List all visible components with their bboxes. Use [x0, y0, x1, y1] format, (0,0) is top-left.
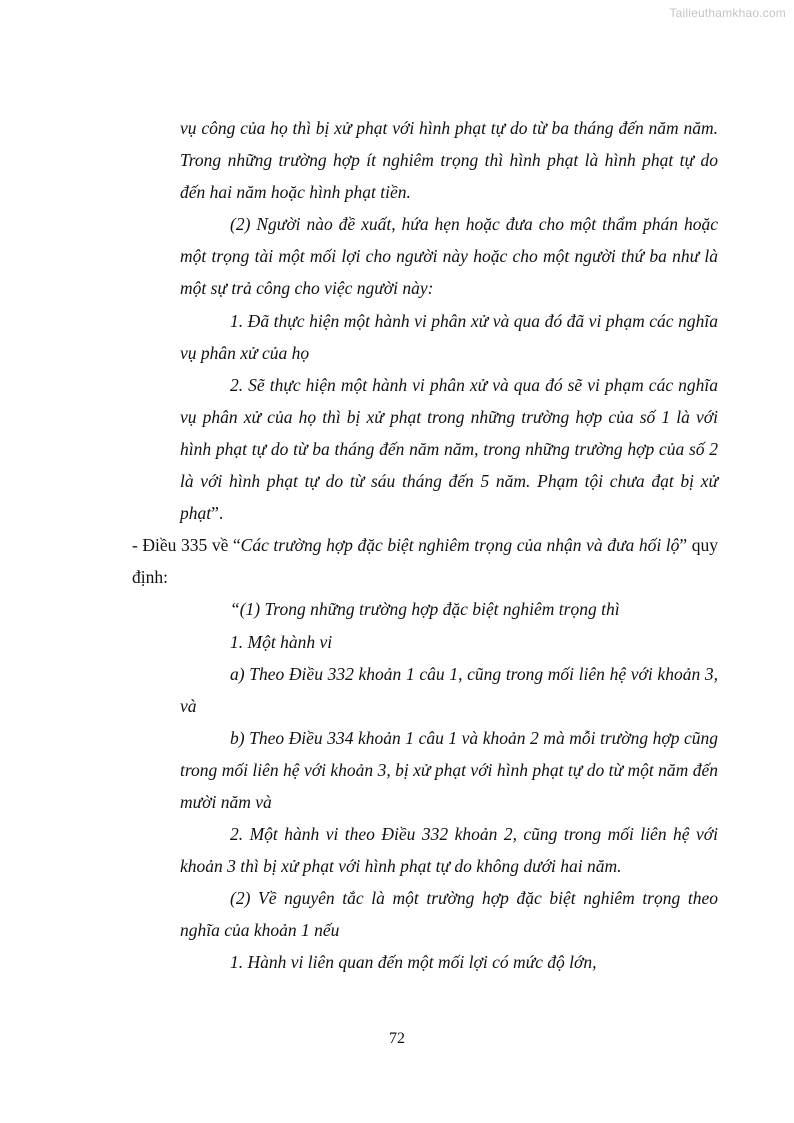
paragraph: 2. Một hành vi theo Điều 332 khoản 2, cũng trong mối liên hệ với khoản 3 thì bị xử phạt với hình phạt tự do không dưới hai năm. — [180, 824, 718, 877]
page-body — [132, 112, 718, 979]
paragraph: vụ công của họ thì bị xử phạt với hình phạt tự do từ ba tháng đến năm năm. Trong những trường hợp ít nghiêm trọng thì hình phạt là hình phạt tự do đến hai năm hoặc hình phạt tiền. — [180, 118, 718, 203]
paragraph: a) Theo Điều 332 khoản 1 câu 1, cũng trong mối liên hệ với khoản 3, và — [180, 663, 718, 716]
paragraph: (2) Người nào đề xuất, hứa hẹn hoặc đưa cho một thẩm phán hoặc một trọng tài một mối lợi cho người này hoặc cho một người thứ ba như là một sự trả công cho việc người này: — [180, 214, 718, 299]
page-number: 72 — [389, 1030, 405, 1047]
paragraph: 1. Đã thực hiện một hành vi phân xử và qua đó đã vi phạm các nghĩa vụ phân xử của họ — [180, 310, 718, 363]
closing-quote: ”. — [211, 503, 224, 524]
paragraph-text: 2. Sẽ thực hiện một hành vi phân xử và qua đó sẽ vi phạm các nghĩa vụ phân xử của họ thì bị xử phạt trong những trường hợp của số 1 là với hình phạt tự do từ ba tháng đến năm năm, trong những trường hợp của số 2 là với hình phạt tự do từ sáu tháng đến 5 năm. Phạm tội chưa đạt bị xử phạt — [180, 374, 718, 524]
paragraph: 1. Một hành vi — [230, 631, 333, 652]
paragraph: “(1) Trong những trường hợp đặc biệt nghiêm trọng thì — [230, 599, 620, 620]
intro-prefix: - Điều 335 về “ — [132, 535, 241, 556]
paragraph — [180, 369, 718, 529]
watermark: Tailieuthamkhao.com — [669, 6, 786, 20]
paragraph: b) Theo Điều 334 khoản 1 câu 1 và khoản 2 mà mỗi trường hợp cũng trong mối liên hệ với khoản 3, bị xử phạt với hình phạt tự do từ một năm đến mười năm và — [180, 727, 718, 812]
intro-suffix: ” quy định: — [132, 535, 718, 588]
paragraph: (2) Về nguyên tắc là một trường hợp đặc biệt nghiêm trọng theo nghĩa của khoản 1 nếu — [180, 888, 718, 941]
article-335-intro — [132, 529, 718, 593]
paragraph: 1. Hành vi liên quan đến một mối lợi có mức độ lớn, — [230, 952, 597, 973]
article-335-title: Các trường hợp đặc biệt nghiêm trọng của nhận và đưa hối lộ — [240, 535, 680, 556]
